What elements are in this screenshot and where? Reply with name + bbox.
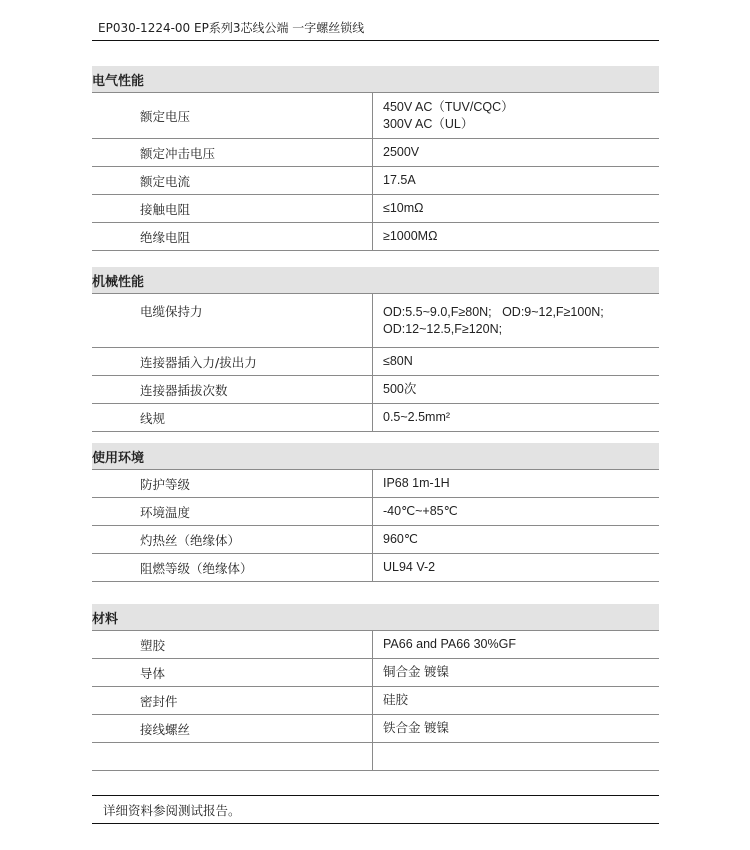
- spec-name: 塑胶: [92, 631, 373, 659]
- spec-name: 额定电流: [92, 167, 373, 195]
- spec-value: 铁合金 镀镍: [373, 715, 660, 743]
- spec-value-line: 450V AC（TUV/CQC）: [383, 99, 514, 114]
- spec-table-electrical: [92, 66, 659, 251]
- spec-value: ≤80N: [373, 348, 660, 376]
- spec-name: 灼热丝（绝缘体）: [92, 526, 373, 554]
- table-row: [92, 294, 659, 348]
- table-row: [92, 470, 659, 498]
- spec-value: -40℃~+85℃: [373, 498, 660, 526]
- footer-note: 详细资料参阅测试报告。: [103, 803, 241, 818]
- table-row-empty: [92, 743, 659, 771]
- table-row: [92, 631, 659, 659]
- spec-name: 接触电阻: [92, 195, 373, 223]
- table-row: [92, 659, 659, 687]
- spec-value: 960℃: [373, 526, 660, 554]
- spec-name: 接线螺丝: [92, 715, 373, 743]
- spec-name: [92, 743, 373, 771]
- spec-table-environment: [92, 443, 659, 582]
- spec-table-materials: [92, 604, 659, 771]
- spec-table-mechanical: [92, 267, 659, 432]
- table-row: [92, 223, 659, 251]
- footer-rule-bottom: [92, 823, 659, 824]
- spec-name: 额定电压: [92, 93, 373, 139]
- table-row: [92, 93, 659, 139]
- spec-name: 绝缘电阻: [92, 223, 373, 251]
- spec-value-line: OD:12~12.5,F≥120N;: [383, 321, 503, 336]
- table-row: [92, 195, 659, 223]
- table-row: [92, 376, 659, 404]
- table-row: [92, 498, 659, 526]
- spec-name: 阻燃等级（绝缘体）: [92, 554, 373, 582]
- spec-value: 硅胶: [373, 687, 660, 715]
- spec-value: [373, 743, 660, 771]
- spec-value: ≥1000MΩ: [373, 223, 660, 251]
- spec-value: 0.5~2.5mm²: [373, 404, 660, 432]
- spec-value: 500次: [373, 376, 660, 404]
- section-title-electrical: 电气性能: [92, 66, 659, 93]
- spec-name: 环境温度: [92, 498, 373, 526]
- spec-name: 额定冲击电压: [92, 139, 373, 167]
- spec-value: 17.5A: [373, 167, 660, 195]
- spec-name: 连接器插拔次数: [92, 376, 373, 404]
- table-row: [92, 167, 659, 195]
- table-row: [92, 139, 659, 167]
- spec-name: 导体: [92, 659, 373, 687]
- spec-value: 铜合金 镀镍: [373, 659, 660, 687]
- spec-value: 2500V: [373, 139, 660, 167]
- spec-name: 密封件: [92, 687, 373, 715]
- spec-name: 电缆保持力: [92, 294, 373, 348]
- section-title-environment: 使用环境: [92, 443, 659, 470]
- spec-value: UL94 V-2: [373, 554, 660, 582]
- table-row: [92, 715, 659, 743]
- spec-value: ≤10mΩ: [373, 195, 660, 223]
- spec-name: 防护等级: [92, 470, 373, 498]
- header-rule: [92, 40, 659, 41]
- spec-name: 连接器插入力/拔出力: [92, 348, 373, 376]
- section-title-materials: 材料: [92, 604, 659, 631]
- spec-value: [373, 294, 660, 348]
- spec-value-line: 300V AC（UL）: [383, 116, 474, 131]
- table-row: [92, 554, 659, 582]
- spec-name: 线规: [92, 404, 373, 432]
- footer-rule-top: [92, 795, 659, 796]
- table-row: [92, 526, 659, 554]
- table-row: [92, 687, 659, 715]
- document-header-title: EP030-1224-00 EP系列3芯线公端 一字螺丝锁线: [98, 21, 365, 35]
- section-title-mechanical: 机械性能: [92, 267, 659, 294]
- spec-value: IP68 1m-1H: [373, 470, 660, 498]
- spec-value: [373, 93, 660, 139]
- spec-value-line: OD:5.5~9.0,F≥80N; OD:9~12,F≥100N;: [383, 304, 604, 319]
- spec-value: PA66 and PA66 30%GF: [373, 631, 660, 659]
- table-row: [92, 348, 659, 376]
- table-row: [92, 404, 659, 432]
